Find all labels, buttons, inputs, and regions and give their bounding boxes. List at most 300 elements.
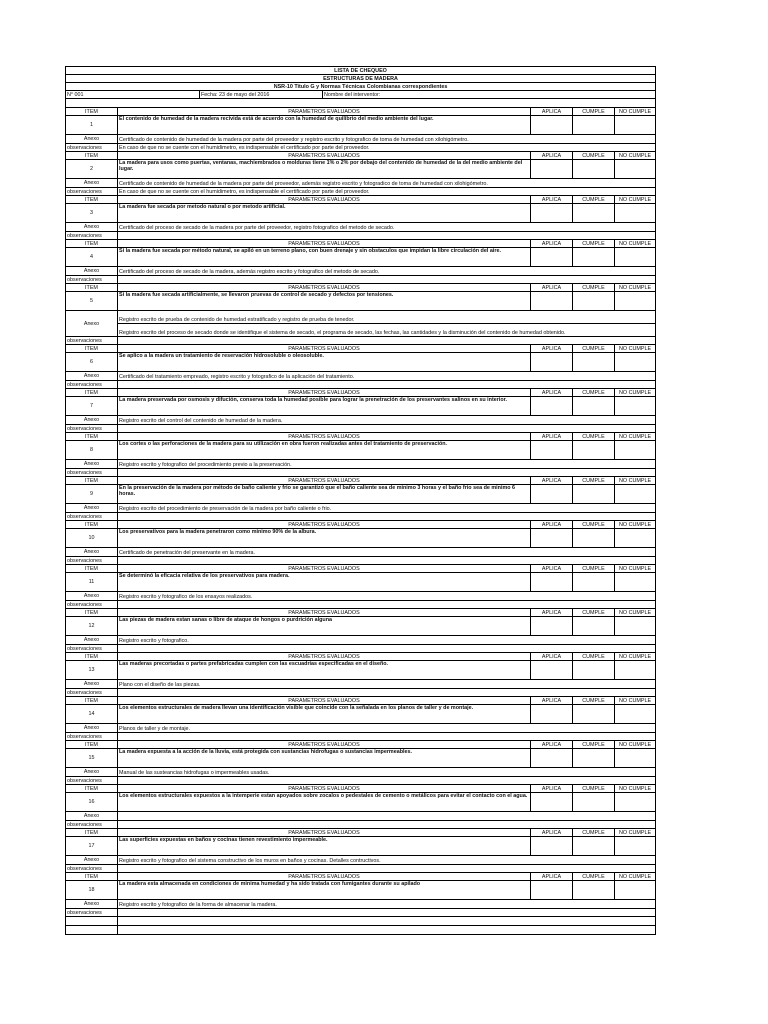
item-column-header: ITEM xyxy=(66,741,118,749)
item-parameter: Los preservativos para la madera penetraron como minimo 90% de la albura. xyxy=(118,529,531,548)
item-header-row xyxy=(66,785,656,793)
item-column-header: ITEM xyxy=(66,829,118,837)
observaciones-text[interactable] xyxy=(118,865,656,873)
item-parameter: El contenido de humedad de la madera recivida está de acuerdo con la humedad de quilibrio del medio ambiente del lugar. xyxy=(118,116,531,135)
item-anexo-row xyxy=(66,592,656,601)
aplica-checkbox[interactable] xyxy=(531,705,573,724)
item-anexo-row xyxy=(66,416,656,425)
empty-row xyxy=(66,917,656,926)
params-column-header: PARAMETROS EVALUADOS xyxy=(118,240,531,248)
aplica-column-header: APLICA xyxy=(531,785,573,793)
item-header-row xyxy=(66,829,656,837)
cumple-checkbox[interactable] xyxy=(573,749,615,768)
cumple-column-header: CUMPLE xyxy=(573,389,615,397)
anexo-label: Anexo xyxy=(66,768,118,777)
no-cumple-checkbox[interactable] xyxy=(615,837,656,856)
item-header-row xyxy=(66,653,656,661)
params-column-header: PARAMETROS EVALUADOS xyxy=(118,433,531,441)
no-cumple-checkbox[interactable] xyxy=(615,441,656,460)
no-cumple-checkbox[interactable] xyxy=(615,292,656,311)
cumple-checkbox[interactable] xyxy=(573,529,615,548)
cumple-checkbox[interactable] xyxy=(573,661,615,680)
item-observaciones-row xyxy=(66,777,656,785)
params-column-header: PARAMETROS EVALUADOS xyxy=(118,829,531,837)
item-number: 16 xyxy=(66,793,118,812)
no-cumple-checkbox[interactable] xyxy=(615,705,656,724)
item-parameter-row xyxy=(66,485,656,504)
aplica-checkbox[interactable] xyxy=(531,837,573,856)
anexo-label: Anexo xyxy=(66,592,118,601)
aplica-checkbox[interactable] xyxy=(531,441,573,460)
observaciones-label: observaciones xyxy=(66,337,118,345)
no-cumple-checkbox[interactable] xyxy=(615,881,656,900)
no-cumple-checkbox[interactable] xyxy=(615,160,656,179)
item-parameter-row xyxy=(66,248,656,267)
observaciones-text[interactable] xyxy=(118,821,656,829)
cumple-checkbox[interactable] xyxy=(573,837,615,856)
aplica-column-header: APLICA xyxy=(531,873,573,881)
item-parameter-row xyxy=(66,793,656,812)
cumple-column-header: CUMPLE xyxy=(573,196,615,204)
no-cumple-checkbox[interactable] xyxy=(615,529,656,548)
item-number: 2 xyxy=(66,160,118,179)
aplica-checkbox[interactable] xyxy=(531,160,573,179)
anexo-label: Anexo xyxy=(66,179,118,188)
item-anexo-row xyxy=(66,311,656,324)
item-parameter-row xyxy=(66,705,656,724)
item-parameter: La madera expuesta a la acción de la lluvia, está protegida con sustancias hidrofugas o sustancias impermeables. xyxy=(118,749,531,768)
item-anexo-row xyxy=(66,504,656,513)
header-norm: NSR-10 Titulo G y Normas Técnicas Colombianas correspondientes xyxy=(66,83,656,91)
anexo-text[interactable]: Registro escrito de prueba de contenido de humedad estratificado y registro de prueba de tenedor. xyxy=(118,311,656,324)
aplica-checkbox[interactable] xyxy=(531,617,573,636)
cumple-checkbox[interactable] xyxy=(573,485,615,504)
no-cumple-column-header: NO CUMPLE xyxy=(615,741,656,749)
aplica-column-header: APLICA xyxy=(531,152,573,160)
observaciones-text[interactable] xyxy=(118,276,656,284)
observaciones-text[interactable]: En caso de que no se cuente con el humidimetro, es indispensable el certificado por parte del proveedor. xyxy=(118,144,656,152)
item-observaciones-row xyxy=(66,733,656,741)
no-cumple-column-header: NO CUMPLE xyxy=(615,521,656,529)
aplica-checkbox[interactable] xyxy=(531,529,573,548)
params-column-header: PARAMETROS EVALUADOS xyxy=(118,521,531,529)
no-cumple-checkbox[interactable] xyxy=(615,353,656,372)
item-column-header: ITEM xyxy=(66,653,118,661)
item-anexo-row xyxy=(66,179,656,188)
item-header-row xyxy=(66,345,656,353)
item-anexo-row xyxy=(66,680,656,689)
item-number: 17 xyxy=(66,837,118,856)
observaciones-text[interactable] xyxy=(118,909,656,917)
no-cumple-checkbox[interactable] xyxy=(615,116,656,135)
params-column-header: PARAMETROS EVALUADOS xyxy=(118,108,531,116)
empty-cell xyxy=(118,917,656,926)
anexo-label: Anexo xyxy=(66,135,118,144)
aplica-checkbox[interactable] xyxy=(531,116,573,135)
item-observaciones-row xyxy=(66,865,656,873)
no-cumple-checkbox[interactable] xyxy=(615,397,656,416)
observaciones-label: observaciones xyxy=(66,276,118,284)
item-parameter-row xyxy=(66,837,656,856)
aplica-column-header: APLICA xyxy=(531,609,573,617)
item-header-row xyxy=(66,477,656,485)
no-cumple-checkbox[interactable] xyxy=(615,485,656,504)
item-parameter-row xyxy=(66,204,656,223)
item-header-row xyxy=(66,152,656,160)
item-column-header: ITEM xyxy=(66,240,118,248)
item-number: 12 xyxy=(66,617,118,636)
item-observaciones-row xyxy=(66,144,656,152)
document-number: N° 001 xyxy=(66,91,200,99)
item-observaciones-row xyxy=(66,381,656,389)
aplica-checkbox[interactable] xyxy=(531,204,573,223)
item-anexo-row xyxy=(66,267,656,276)
cumple-column-header: CUMPLE xyxy=(573,873,615,881)
anexo-text[interactable]: Certificado de contenido de humedad de la madera por parte del proveedor y registro escrito y fotografico de toma de humedad con xilohigómetro. xyxy=(118,135,656,144)
no-cumple-checkbox[interactable] xyxy=(615,749,656,768)
no-cumple-checkbox[interactable] xyxy=(615,793,656,812)
cumple-checkbox[interactable] xyxy=(573,705,615,724)
item-number: 14 xyxy=(66,705,118,724)
observaciones-label: observaciones xyxy=(66,865,118,873)
observaciones-label: observaciones xyxy=(66,188,118,196)
params-column-header: PARAMETROS EVALUADOS xyxy=(118,653,531,661)
item-header-row xyxy=(66,108,656,116)
aplica-column-header: APLICA xyxy=(531,697,573,705)
observaciones-text[interactable] xyxy=(118,513,656,521)
cumple-checkbox[interactable] xyxy=(573,353,615,372)
item-parameter-row xyxy=(66,292,656,311)
anexo-text[interactable]: Registro escrito y fotografico de la forma de almacenar la madera. xyxy=(118,900,656,909)
empty-cell xyxy=(118,926,656,935)
anexo-text[interactable]: Certificado de penetración del preservante en la madera. xyxy=(118,548,656,557)
item-column-header: ITEM xyxy=(66,521,118,529)
item-anexo-row xyxy=(66,324,656,337)
item-parameter: Si la madera fue secada artificialmente, se llevaron pruevas de control de secado y defectos por tensiones. xyxy=(118,292,531,311)
item-parameter-row xyxy=(66,573,656,592)
item-number: 7 xyxy=(66,397,118,416)
cumple-column-header: CUMPLE xyxy=(573,345,615,353)
item-number: 9 xyxy=(66,485,118,504)
item-parameter: La madera esta almacenada en condiciones de minima humedad y ha sido tratada con fumigantes durante su apilado xyxy=(118,881,531,900)
params-column-header: PARAMETROS EVALUADOS xyxy=(118,196,531,204)
item-observaciones-row xyxy=(66,557,656,565)
params-column-header: PARAMETROS EVALUADOS xyxy=(118,152,531,160)
item-column-header: ITEM xyxy=(66,565,118,573)
item-observaciones-row xyxy=(66,689,656,697)
anexo-text[interactable]: Registro escrito del control del contenido de humedad de la madera. xyxy=(118,416,656,425)
params-column-header: PARAMETROS EVALUADOS xyxy=(118,389,531,397)
cumple-checkbox[interactable] xyxy=(573,116,615,135)
item-observaciones-row xyxy=(66,645,656,653)
item-parameter-row xyxy=(66,441,656,460)
params-column-header: PARAMETROS EVALUADOS xyxy=(118,565,531,573)
item-anexo-row xyxy=(66,460,656,469)
item-anexo-row xyxy=(66,768,656,777)
item-observaciones-row xyxy=(66,425,656,433)
no-cumple-column-header: NO CUMPLE xyxy=(615,653,656,661)
aplica-column-header: APLICA xyxy=(531,433,573,441)
cumple-column-header: CUMPLE xyxy=(573,829,615,837)
anexo-label: Anexo xyxy=(66,548,118,557)
observaciones-text[interactable] xyxy=(118,601,656,609)
item-parameter-row xyxy=(66,160,656,179)
item-column-header: ITEM xyxy=(66,697,118,705)
observaciones-label: observaciones xyxy=(66,381,118,389)
cumple-checkbox[interactable] xyxy=(573,573,615,592)
no-cumple-column-header: NO CUMPLE xyxy=(615,345,656,353)
aplica-checkbox[interactable] xyxy=(531,881,573,900)
cumple-checkbox[interactable] xyxy=(573,397,615,416)
anexo-label: Anexo xyxy=(66,680,118,689)
aplica-checkbox[interactable] xyxy=(531,661,573,680)
anexo-label: Anexo xyxy=(66,223,118,232)
anexo-text[interactable]: Plano con el diseño de las piezas. xyxy=(118,680,656,689)
no-cumple-checkbox[interactable] xyxy=(615,248,656,267)
anexo-text[interactable]: Registro escrito del procedimiento de preservación de la madera por baño caliente o frio. xyxy=(118,504,656,513)
inspector-name-field[interactable]: Nombre del interventor: xyxy=(323,91,656,99)
aplica-column-header: APLICA xyxy=(531,565,573,573)
params-column-header: PARAMETROS EVALUADOS xyxy=(118,477,531,485)
item-observaciones-row xyxy=(66,601,656,609)
item-column-header: ITEM xyxy=(66,433,118,441)
observaciones-text[interactable] xyxy=(118,232,656,240)
item-observaciones-row xyxy=(66,469,656,477)
anexo-text[interactable]: Manual de las susteancias hidrofugas o impermeables usadas. xyxy=(118,768,656,777)
item-observaciones-row xyxy=(66,909,656,917)
aplica-checkbox[interactable] xyxy=(531,292,573,311)
item-column-header: ITEM xyxy=(66,785,118,793)
anexo-text[interactable]: Certificado del proceso de secado de la madera, además registro escrito y fotografico del metodo de secado. xyxy=(118,267,656,276)
item-observaciones-row xyxy=(66,337,656,345)
item-number: 5 xyxy=(66,292,118,311)
item-column-header: ITEM xyxy=(66,389,118,397)
observaciones-label: observaciones xyxy=(66,425,118,433)
observaciones-label: observaciones xyxy=(66,777,118,785)
item-parameter: Se determinó la eficacia relativa de los preservativos para madera. xyxy=(118,573,531,592)
item-header-row xyxy=(66,565,656,573)
observaciones-label: observaciones xyxy=(66,733,118,741)
aplica-column-header: APLICA xyxy=(531,345,573,353)
cumple-checkbox[interactable] xyxy=(573,248,615,267)
item-parameter: Se aplico a la madera un tratamiento de reservación hidrosoluble o oleosoluble. xyxy=(118,353,531,372)
item-header-row xyxy=(66,521,656,529)
item-observaciones-row xyxy=(66,188,656,196)
anexo-text[interactable]: Registro escrito del proceso de secado donde se identifique el sistema de secado, el programa de secado, las fechas, las cantidades y la disminución del contenido de humedad obtenido. xyxy=(118,324,656,337)
aplica-checkbox[interactable] xyxy=(531,397,573,416)
item-header-row xyxy=(66,433,656,441)
cumple-column-header: CUMPLE xyxy=(573,108,615,116)
no-cumple-column-header: NO CUMPLE xyxy=(615,477,656,485)
item-parameter: Los elementos estructurales expuestos a la intemperie estan apoyados sobre zocalos o pedestales de cemento o metálicos para evitar el contacto con el agua. xyxy=(118,793,531,812)
item-header-row xyxy=(66,697,656,705)
item-header-row xyxy=(66,284,656,292)
observaciones-text[interactable] xyxy=(118,645,656,653)
cumple-column-header: CUMPLE xyxy=(573,653,615,661)
item-number: 10 xyxy=(66,529,118,548)
aplica-column-header: APLICA xyxy=(531,521,573,529)
item-parameter: La madera para usos como puertas, ventanas, machiembrados o molduras tiene 1% o 2% por debajo del contenido de humedad de la del medio ambiente del lugar. xyxy=(118,160,531,179)
cumple-column-header: CUMPLE xyxy=(573,477,615,485)
observaciones-label: observaciones xyxy=(66,557,118,565)
cumple-column-header: CUMPLE xyxy=(573,521,615,529)
aplica-column-header: APLICA xyxy=(531,108,573,116)
cumple-column-header: CUMPLE xyxy=(573,152,615,160)
observaciones-text[interactable]: En caso de que no se cuente con el humidimetro, es indispensable el certificado por parte del proveedor. xyxy=(118,188,656,196)
cumple-column-header: CUMPLE xyxy=(573,565,615,573)
item-column-header: ITEM xyxy=(66,196,118,204)
item-column-header: ITEM xyxy=(66,284,118,292)
aplica-checkbox[interactable] xyxy=(531,573,573,592)
item-parameter: La madera preservada por osmosis y difución, conserva toda la humedad posible para lograr la prenetración de los preservantes salinos en su interior. xyxy=(118,397,531,416)
empty-row xyxy=(66,926,656,935)
item-parameter: En la preservación de la madera por método de baño caliente y frio se garantizó que el baño caliente sea de minimo 3 horas y el baño frio sea de minimo 6 horas. xyxy=(118,485,531,504)
anexo-text[interactable]: Certificado del proceso de secado de la madera por parte del proveedor, registro fotografico del metodo de secado. xyxy=(118,223,656,232)
aplica-checkbox[interactable] xyxy=(531,793,573,812)
observaciones-text[interactable] xyxy=(118,733,656,741)
item-header-row xyxy=(66,196,656,204)
header-title: LISTA DE CHEQUEO xyxy=(66,67,656,75)
observaciones-label: observaciones xyxy=(66,821,118,829)
item-number: 6 xyxy=(66,353,118,372)
item-number: 1 xyxy=(66,116,118,135)
no-cumple-column-header: NO CUMPLE xyxy=(615,152,656,160)
observaciones-text[interactable] xyxy=(118,337,656,345)
item-anexo-row xyxy=(66,900,656,909)
checklist-sheet xyxy=(65,66,655,935)
item-number: 4 xyxy=(66,248,118,267)
cumple-checkbox[interactable] xyxy=(573,881,615,900)
aplica-column-header: APLICA xyxy=(531,653,573,661)
observaciones-label: observaciones xyxy=(66,645,118,653)
header-subtitle: ESTRUCTURAS DE MADERA xyxy=(66,75,656,83)
observaciones-text[interactable] xyxy=(118,689,656,697)
params-column-header: PARAMETROS EVALUADOS xyxy=(118,345,531,353)
item-column-header: ITEM xyxy=(66,108,118,116)
anexo-text[interactable]: Registro escrito y fotografico del sistema constructivo de los muros en baños y cocinas. Detalles contructivos. xyxy=(118,856,656,865)
anexo-text[interactable]: Certificado de contenido de humedad de la madera por parte del proveedor, además registro escrito y fotogradico de toma de humedad con xilohigómetro. xyxy=(118,179,656,188)
item-anexo-row xyxy=(66,372,656,381)
cumple-checkbox[interactable] xyxy=(573,793,615,812)
item-number: 18 xyxy=(66,881,118,900)
item-column-header: ITEM xyxy=(66,873,118,881)
params-column-header: PARAMETROS EVALUADOS xyxy=(118,697,531,705)
aplica-column-header: APLICA xyxy=(531,477,573,485)
item-number: 8 xyxy=(66,441,118,460)
no-cumple-column-header: NO CUMPLE xyxy=(615,433,656,441)
no-cumple-checkbox[interactable] xyxy=(615,617,656,636)
aplica-checkbox[interactable] xyxy=(531,353,573,372)
item-parameter-row xyxy=(66,116,656,135)
spacer-row xyxy=(66,99,656,108)
anexo-text[interactable]: Planos de taller y de montaje. xyxy=(118,724,656,733)
observaciones-text[interactable] xyxy=(118,557,656,565)
cumple-checkbox[interactable] xyxy=(573,160,615,179)
item-header-row xyxy=(66,240,656,248)
anexo-text[interactable]: Certificado del tratamiento empreado, registro escrito y fotografico de la aplicación del tratamiento. xyxy=(118,372,656,381)
aplica-checkbox[interactable] xyxy=(531,749,573,768)
observaciones-text[interactable] xyxy=(118,425,656,433)
anexo-text[interactable]: Registro escrito y fotografico. xyxy=(118,636,656,645)
no-cumple-column-header: NO CUMPLE xyxy=(615,389,656,397)
item-observaciones-row xyxy=(66,821,656,829)
item-parameter: Los elementos estructurales de madera llevan una identificación visible que coincide con la señalada en los planos de taller y de montaje. xyxy=(118,705,531,724)
no-cumple-column-header: NO CUMPLE xyxy=(615,240,656,248)
item-parameter-row xyxy=(66,749,656,768)
anexo-text[interactable]: Registro escrito y fotografico del procedimiento previo a la preservación. xyxy=(118,460,656,469)
no-cumple-column-header: NO CUMPLE xyxy=(615,196,656,204)
item-header-row xyxy=(66,873,656,881)
observaciones-text[interactable] xyxy=(118,469,656,477)
item-parameter: Las piezas de madera estan sanas o libre de ataque de hongos o purdrición alguna xyxy=(118,617,531,636)
anexo-label: Anexo xyxy=(66,372,118,381)
no-cumple-column-header: NO CUMPLE xyxy=(615,785,656,793)
item-observaciones-row xyxy=(66,232,656,240)
cumple-checkbox[interactable] xyxy=(573,292,615,311)
item-parameter: Los cortes o las perforaciones de la madera para su utilización en obra fueron realizadas antes del tratamiento de preservación. xyxy=(118,441,531,460)
observaciones-label: observaciones xyxy=(66,513,118,521)
params-column-header: PARAMETROS EVALUADOS xyxy=(118,609,531,617)
cumple-column-header: CUMPLE xyxy=(573,741,615,749)
item-number: 13 xyxy=(66,661,118,680)
aplica-column-header: APLICA xyxy=(531,240,573,248)
observaciones-label: observaciones xyxy=(66,469,118,477)
cumple-column-header: CUMPLE xyxy=(573,240,615,248)
no-cumple-column-header: NO CUMPLE xyxy=(615,609,656,617)
item-parameter-row xyxy=(66,617,656,636)
item-parameter: La madera fue secada por metodo natural o por metodo artificial. xyxy=(118,204,531,223)
no-cumple-column-header: NO CUMPLE xyxy=(615,108,656,116)
observaciones-label: observaciones xyxy=(66,909,118,917)
item-parameter-row xyxy=(66,881,656,900)
aplica-checkbox[interactable] xyxy=(531,248,573,267)
item-parameter-row xyxy=(66,661,656,680)
no-cumple-column-header: NO CUMPLE xyxy=(615,697,656,705)
cumple-checkbox[interactable] xyxy=(573,617,615,636)
observaciones-text[interactable] xyxy=(118,381,656,389)
cumple-checkbox[interactable] xyxy=(573,441,615,460)
empty-cell xyxy=(66,917,118,926)
anexo-text[interactable]: Registro escrito y fotografico de los ensayos realizados. xyxy=(118,592,656,601)
anexo-label: Anexo xyxy=(66,636,118,645)
no-cumple-column-header: NO CUMPLE xyxy=(615,829,656,837)
observaciones-label: observaciones xyxy=(66,144,118,152)
no-cumple-column-header: NO CUMPLE xyxy=(615,565,656,573)
anexo-text[interactable] xyxy=(118,812,656,821)
item-anexo-row xyxy=(66,548,656,557)
checklist-table xyxy=(65,66,656,935)
observaciones-text[interactable] xyxy=(118,777,656,785)
item-column-header: ITEM xyxy=(66,609,118,617)
params-column-header: PARAMETROS EVALUADOS xyxy=(118,741,531,749)
item-anexo-row xyxy=(66,724,656,733)
no-cumple-checkbox[interactable] xyxy=(615,661,656,680)
no-cumple-checkbox[interactable] xyxy=(615,204,656,223)
cumple-checkbox[interactable] xyxy=(573,204,615,223)
item-parameter-row xyxy=(66,529,656,548)
aplica-checkbox[interactable] xyxy=(531,485,573,504)
no-cumple-column-header: NO CUMPLE xyxy=(615,873,656,881)
observaciones-label: observaciones xyxy=(66,601,118,609)
params-column-header: PARAMETROS EVALUADOS xyxy=(118,873,531,881)
anexo-label: Anexo xyxy=(66,724,118,733)
no-cumple-checkbox[interactable] xyxy=(615,573,656,592)
item-column-header: ITEM xyxy=(66,477,118,485)
item-parameter-row xyxy=(66,353,656,372)
item-parameter-row xyxy=(66,397,656,416)
item-number: 15 xyxy=(66,749,118,768)
anexo-label: Anexo xyxy=(66,812,118,821)
